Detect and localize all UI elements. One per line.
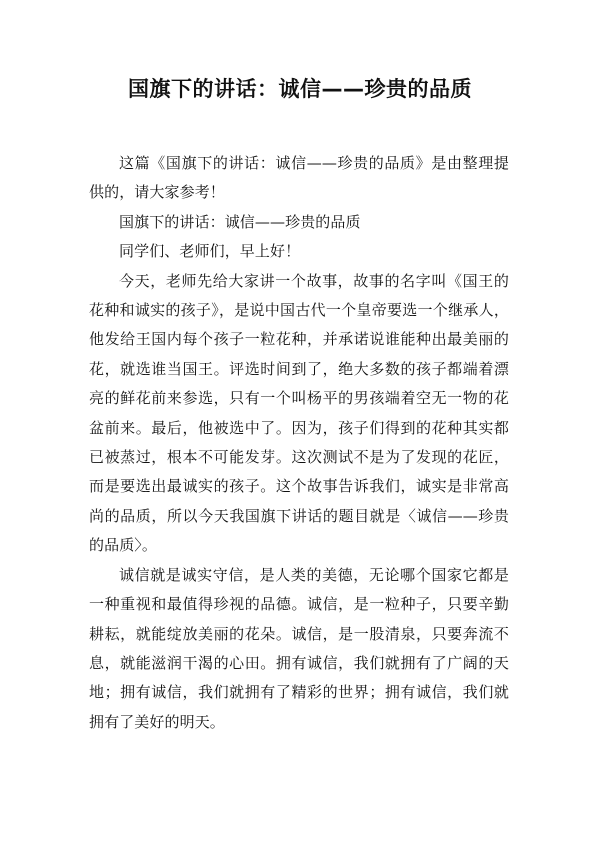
greeting-paragraph: 同学们、老师们，早上好！: [119, 242, 301, 261]
intro-paragraph: 这篇《国旗下的讲话：诚信——珍贵的品质》是由整理提供的，请大家参考！: [89, 154, 509, 202]
subtitle-paragraph: 国旗下的讲话：诚信——珍贵的品质: [119, 212, 361, 231]
document-title: 国旗下的讲话：诚信——珍贵的品质: [128, 77, 472, 101]
story-paragraph: 今天，老师先给大家讲一个故事，故事的名字叫《国王的花种和诚实的孩子》，是说中国古代一个皇帝要选一个继承人，他发给王国内每个孩子一粒花种，并承诺说谁能种出最美丽的花，就选谁当国王。评选时间到了，绝大多数的孩子都端着漂亮的鲜花前来参选，只有一个叫杨平的男孩端着空无一物的花盆前来。最后，他被选中了。因为，孩子们得到的花种其实都已被蒸过，根本不可能发芽。这次测试不是为了发现的花匠，而是要选出最诚实的孩子。这个故事告诉我们，诚实是非常高尚的品质，所以今天我国旗下讲话的题目就是〈诚信——珍贵的品质〉。: [89, 271, 509, 555]
integrity-paragraph: 诚信就是诚实守信，是人类的美德，无论哪个国家它都是一种重视和最值得珍视的品德。诚信，是一粒种子，只要辛勤耕耘，就能绽放美丽的花朵。诚信，是一股清泉，只要奔流不息，就能滋润干渴的心田。拥有诚信，我们就拥有了广阔的天地；拥有诚信，我们就拥有了精彩的世界；拥有诚信，我们就拥有了美好的明天。: [89, 565, 509, 731]
document-body: [89, 149, 509, 737]
